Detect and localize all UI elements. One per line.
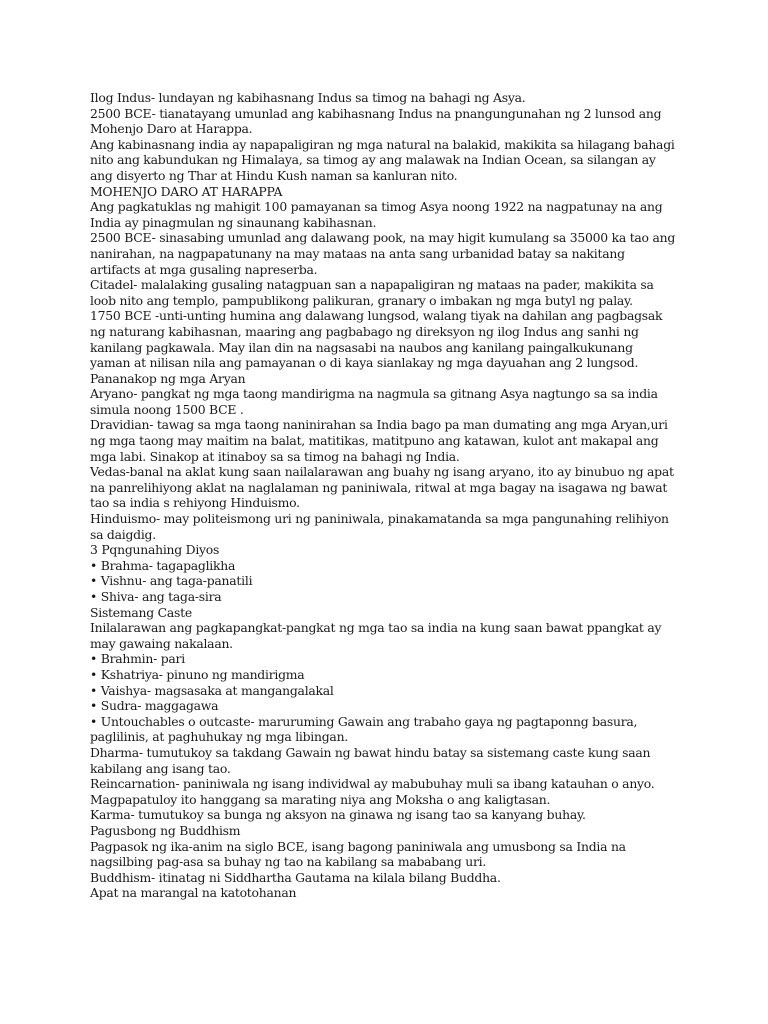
list-item-brahma: • Brahma- tagapaglikha	[90, 557, 236, 573]
text-2500-bce-two-sites: 2500 BCE- sinasabing umunlad ang dalawang pook, na may higit kumulang sa 35000 ka tao ang nanirahan, na nagpapatunany na may mataas na anta sang urbanidad batay sa nakitang artifacts at mga gusaling napreserba.	[90, 230, 676, 277]
list-item-shiva: • Shiva- ang taga-sira	[90, 589, 222, 604]
text-hinduismo: Hinduismo- may politeismong uri ng paniniwala, pinakamatanda sa mga pangunahing relihiyon sa daigdig.	[90, 511, 669, 542]
text-dharma: Dharma- tumutukoy sa takdang Gawain ng bawat hindu batay sa sistemang caste kung saan kabilang ang isang tao.	[90, 744, 651, 776]
text-vedas: Vedas-banal na aklat kung saan nailalarawan ang buahy ng isang aryano, ito ay binubuo ng apat na panrelihiyong aklat na naglalaman ng paniniwala, ritwal at mga bagay na isagawa ng bawat tao sa india s rehiyong Hinduismo.	[90, 464, 674, 511]
list-item-untouchables: • Untouchables o outcaste- maruruming Gawain ang trabaho gaya ng pagtaponng basura, paglilinis, at paghuhukay ng mga libingan.	[90, 713, 638, 745]
text-aryano: Aryano- pangkat ng mga taong mandirigma na nagmula sa gitnang Asya nagtungo sa sa india simula noong 1500 BCE .	[90, 386, 658, 417]
text-buddhism-founder: Buddhism- itinatag ni Siddhartha Gautama na kilala bilang Buddha.	[90, 869, 501, 885]
text-natural-barriers: Ang kabinasnang india ay napapaligiran ng mga natural na balakid, makikita sa hilagang bahagi nito ang kabundukan ng Himalaya, sa timog ay ang malawak na Indian Ocean, sa silangan ay ang disyerto ng Thar at Hindu Kush naman sa kanluran nito.	[90, 136, 675, 183]
list-item-kshatriya: • Kshatriya- pinuno ng mandirigma	[90, 666, 305, 682]
document-body	[90, 90, 676, 901]
heading-four-noble-truths: Apat na marangal na katotohanan	[90, 885, 297, 901]
list-item-brahmin: • Brahmin- pari	[90, 651, 185, 667]
text-karma: Karma- tumutukoy sa bunga ng aksyon na ginawa ng isang tao sa kanyang buhay.	[90, 807, 586, 823]
list-item-vishnu: • Vishnu- ang taga-panatili	[90, 573, 253, 589]
text-reincarnation: Reincarnation- paniniwala ng isang individwal ay mabubuhay muli sa ibang katauhan o anyo.	[90, 776, 655, 792]
list-item-vaishya: • Vaishya- magsasaka at mangangalakal	[90, 682, 334, 698]
text-moksha: Magpapatuloy ito hanggang sa marating niya ang Moksha o ang kaligtasan.	[90, 791, 551, 807]
text-1750-bce-decline: 1750 BCE -unti-unting humina ang dalawang lungsod, walang tiyak na dahilan ang pagbagsak ng naturang kabihasnan, maaring ang pagbabago ng direksyon ng ilog Indus ang sanhi ng kanilang pagkawala. May ilan din na nagsasabi na naubos ang kanilang paingalkukunang yaman at nilisan nila ang pamayanan o di kaya sianlakay ng mga dayuahan ang 2 lungsod.	[90, 308, 663, 371]
text-ilog-indus: Ilog Indus- lundayan ng kabihasnang Indus sa timog na bahagi ng Asya.	[90, 90, 526, 105]
heading-aryan-conquest: Pananakop ng mga Aryan	[90, 370, 246, 386]
text-caste-description: Inilalarawan ang pagkapangkat-pangkat ng mga tao sa india na kung saan bawat ppangkat ay may gawaing nakalaan.	[90, 620, 662, 651]
text-discovery-1922: Ang pagkatuklas ng mahigit 100 pamayanan sa timog Asya noong 1922 na nagpatunay na ang India ay pinagmulan ng sinaunang kabihasnan.	[90, 199, 663, 230]
text-citadel: Citadel- malalaking gusaling natagpuan san a napapaligiran ng mataas na pader, makikita sa loob nito ang templo, pampublikong palikuran, granary o imbakan ng mga butyl ng palay.	[90, 277, 654, 308]
heading-mohenjo-daro-harappa: MOHENJO DARO AT HARAPPA	[90, 183, 283, 199]
heading-three-gods: 3 Pqngunahing Diyos	[90, 542, 220, 558]
heading-caste-system: Sistemang Caste	[90, 604, 192, 620]
text-dravidian: Dravidian- tawag sa mga taong naninirahan sa India bago pa man dumating ang mga Aryan,uri ng mga taong may maitim na balat, matitikas, matitpuno ang katawan, kulot ant makapal ang mga labi. Sinakop at itinaboy sa sa timog na bahagi ng India.	[90, 417, 668, 464]
list-item-sudra: • Sudra- maggagawa	[90, 698, 219, 714]
heading-buddhism-rise: Pagusbong ng Buddhism	[90, 822, 241, 838]
text-2500-bce-indus: 2500 BCE- tianatayang umunlad ang kabihasnang Indus na pnangungunahan ng 2 lunsod ang Mohenjo Daro at Harappa.	[90, 105, 662, 137]
text-sixth-century-bce: Pagpasok ng ika-anim na siglo BCE, isang bagong paniniwala ang umusbong sa India na nagsilbing pag-asa sa buhay ng tao na kabilang sa mababang uri.	[90, 838, 626, 870]
